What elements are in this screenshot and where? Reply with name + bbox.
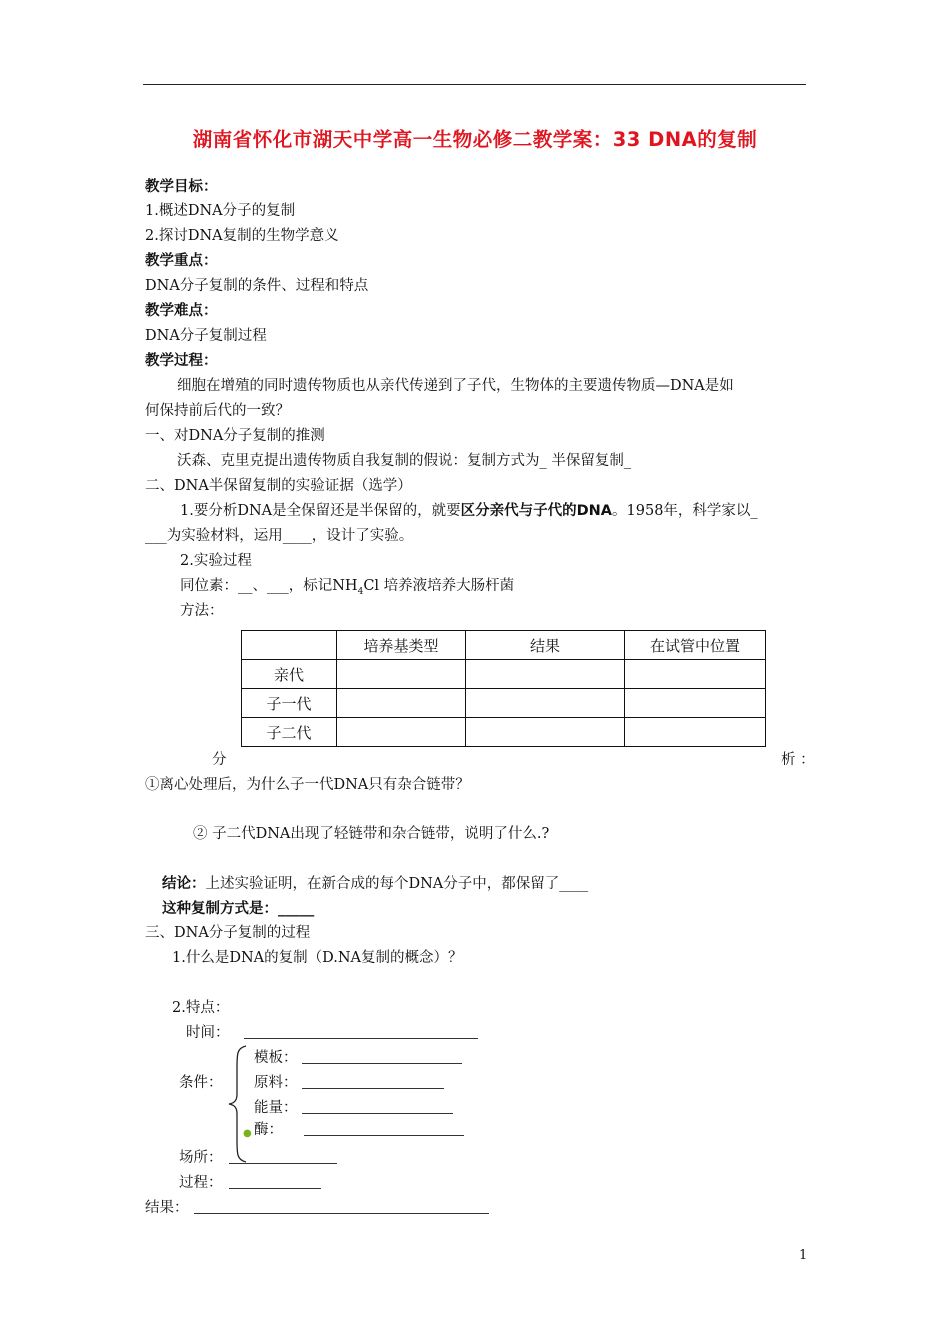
table-row <box>242 718 766 747</box>
table-header-cell: 结果 <box>466 631 625 660</box>
replication-mode-label: 这种复制方式是： <box>162 901 278 917</box>
energy-blank <box>302 1099 453 1114</box>
table-header-row <box>242 631 766 660</box>
template-label: 模板： <box>254 1050 298 1066</box>
key-points-text: DNA分子复制的条件、过程和特点 <box>145 278 369 294</box>
section1-text: 沃森、克里克提出遗传物质自我复制的假说：复制方式为_ 半保留复制_ <box>177 453 632 469</box>
energy-label: 能量： <box>254 1100 298 1116</box>
table-cell <box>337 660 466 689</box>
place-blank <box>229 1149 337 1164</box>
page-number: 1 <box>799 1248 808 1263</box>
objectives-heading: 教学目标： <box>145 179 218 195</box>
experiment-table <box>241 630 766 747</box>
isotope-line <box>180 576 514 602</box>
time-blank <box>244 1024 478 1039</box>
section3-question-1: 1.什么是DNA的复制（D.NA复制的概念）？ <box>172 950 463 966</box>
table-header-cell: 培养基类型 <box>337 631 466 660</box>
table-cell <box>625 689 766 718</box>
procedure-label: 过程： <box>179 1175 223 1191</box>
isotope-text-b: Cl 培养液培养大肠杆菌 <box>363 578 515 594</box>
difficulty-heading: 教学难点： <box>145 303 218 319</box>
conclusion-label: 结论： <box>162 876 206 892</box>
table-row-label: 子一代 <box>242 689 337 718</box>
process-intro-line1: 细胞在增殖的同时遗传物质也从亲代传递到了子代，生物体的主要遗传物质—DNA是如 <box>177 378 734 394</box>
table-cell <box>337 718 466 747</box>
isotope-text-a: 同位素：__、___，标记NH <box>180 578 358 594</box>
section2-heading: 二、DNA半保留复制的实验证据（选学） <box>145 478 412 494</box>
replication-mode-line <box>162 899 314 919</box>
table-row-label: 亲代 <box>242 660 337 689</box>
process-intro-line2: 何保持前后代的一致？ <box>145 403 290 419</box>
method-label: 方法： <box>180 603 224 619</box>
table-header-cell: 在试管中位置 <box>625 631 766 660</box>
conclusion-line <box>162 874 588 894</box>
analysis-question-2: ② 子二代DNA出现了轻链带和杂合链带，说明了什么.? <box>193 826 550 842</box>
template-blank <box>302 1049 462 1064</box>
place-label: 场所： <box>179 1150 223 1166</box>
isotope-subscript: 4 <box>357 586 364 597</box>
material-label: 原料： <box>254 1075 298 1091</box>
para1-text-b: 。1958年，科学家以_ <box>612 503 758 519</box>
procedure-blank <box>229 1174 321 1189</box>
table-cell <box>466 660 625 689</box>
result-label: 结果： <box>145 1200 189 1216</box>
section2-para2: 2.实验过程 <box>180 553 252 569</box>
table-row-label: 子二代 <box>242 718 337 747</box>
section3-heading: 三、DNA分子复制的过程 <box>145 925 311 941</box>
table-header-cell <box>242 631 337 660</box>
section1-heading: 一、对DNA分子复制的推测 <box>145 428 325 444</box>
conditions-brace <box>226 1044 250 1164</box>
section2-para1-line2: ___为实验材料，运用____，设计了实验。 <box>145 528 414 544</box>
table-cell <box>466 718 625 747</box>
document-title: 湖南省怀化市湖天中学高一生物必修二教学案：33 DNA的复制 <box>192 128 758 151</box>
header-rule <box>143 84 806 85</box>
analysis-label-right: 析 ： <box>781 752 815 768</box>
analysis-question-1: ①离心处理后，为什么子一代DNA只有杂合链带？ <box>145 777 470 793</box>
result-blank <box>194 1199 489 1214</box>
table-cell <box>466 689 625 718</box>
enzyme-label: 酶： <box>254 1122 283 1138</box>
objective-2: 2.探讨DNA复制的生物学意义 <box>145 228 339 244</box>
features-label: 2.特点： <box>172 1000 230 1016</box>
para1-bold-text: 区分亲代与子代的DNA <box>460 503 613 519</box>
conclusion-text: 上述实验证明，在新合成的每个DNA分子中，都保留了____ <box>205 876 589 892</box>
process-heading: 教学过程： <box>145 353 218 369</box>
enzyme-blank <box>304 1121 464 1136</box>
table-cell <box>337 689 466 718</box>
table-cell <box>625 718 766 747</box>
difficulty-text: DNA分子复制过程 <box>145 328 267 344</box>
analysis-label-left: 分 <box>212 752 227 768</box>
key-points-heading: 教学重点： <box>145 253 218 269</box>
material-blank <box>302 1074 444 1089</box>
conditions-label: 条件： <box>179 1075 223 1091</box>
para1-text-a: 1.要分析DNA是全保留还是半保留的，就要 <box>180 503 461 519</box>
time-label: 时间： <box>186 1025 230 1041</box>
table-row <box>242 689 766 718</box>
replication-mode-blank: _____ <box>278 901 315 917</box>
table-row <box>242 660 766 689</box>
table-cell <box>625 660 766 689</box>
objective-1: 1.概述DNA分子的复制 <box>145 203 296 219</box>
section2-para1 <box>180 501 758 521</box>
green-dot-mark: ● <box>243 1128 252 1139</box>
